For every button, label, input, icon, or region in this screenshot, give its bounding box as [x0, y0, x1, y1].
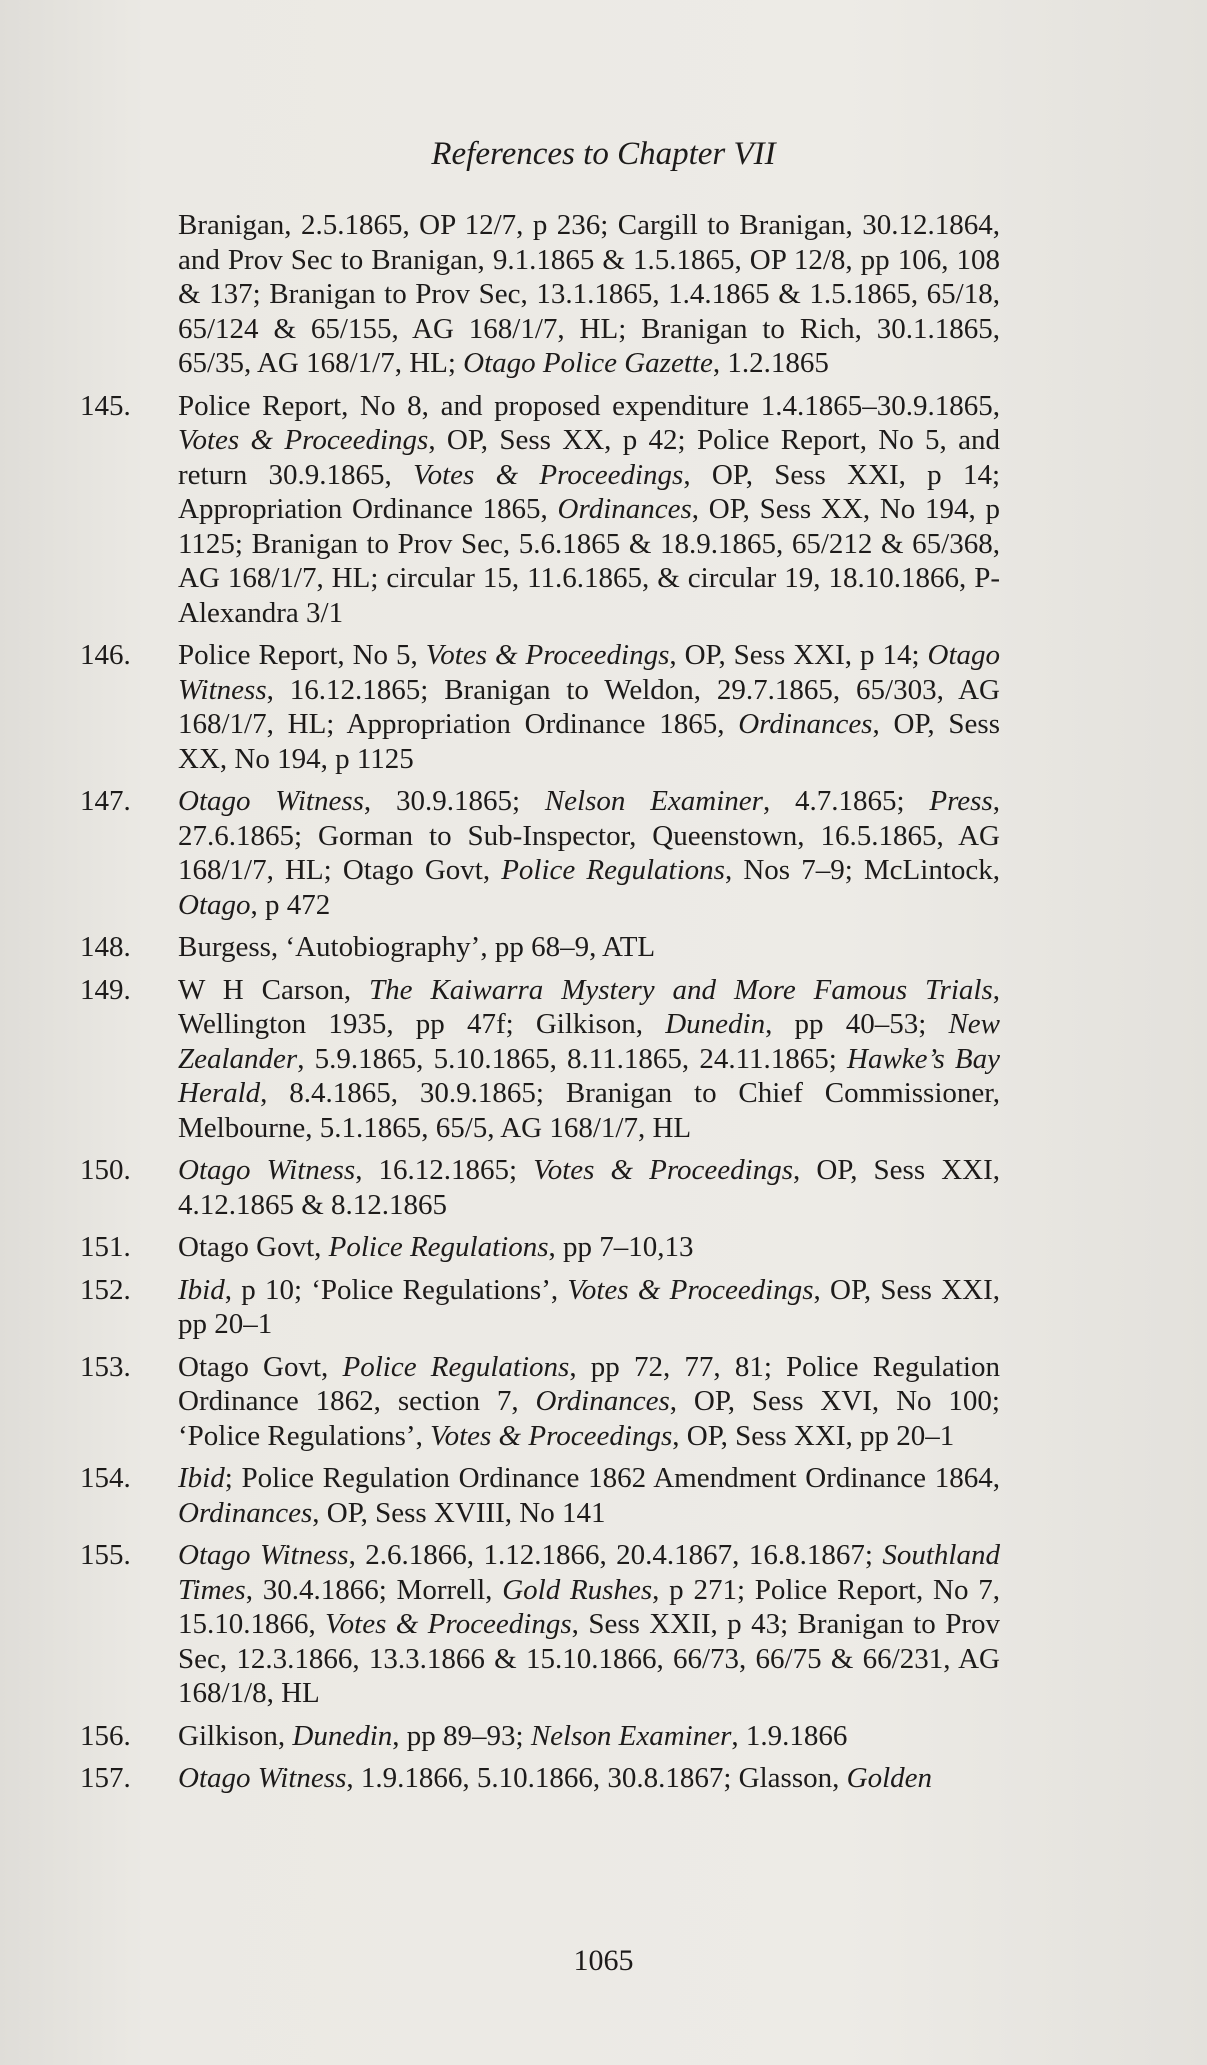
note-text: Otago Govt,: [178, 1350, 343, 1383]
note-body: [178, 1230, 1000, 1265]
note-text: , p 10; ‘Police Regulations’,: [224, 1273, 568, 1306]
note-list: [80, 389, 1000, 1796]
reference-note: [80, 1350, 1000, 1454]
note-text: , OP, Sess XXI, p 14;: [669, 639, 928, 671]
note-text: , 1.9.1866: [731, 1719, 848, 1752]
note-text: Police Report, No 5,: [178, 639, 426, 671]
note-number: 157.: [80, 1762, 131, 1794]
reference-notes: [80, 208, 1000, 1804]
note-number: 153.: [80, 1350, 131, 1383]
note-body: [178, 973, 1000, 1146]
reference-note: [80, 1461, 1000, 1530]
page-number: 1065: [573, 1944, 634, 1977]
italic-title: Votes & Proceedings: [178, 424, 429, 456]
note-text: , OP, Sess XXI, pp 20–1: [672, 1419, 955, 1452]
italic-title: Ordinances: [557, 493, 692, 525]
reference-note: [80, 638, 1000, 776]
note-text: , pp 7–10,13: [548, 1231, 694, 1263]
note-text: , Nos 7–9; McLintock,: [724, 854, 1000, 886]
note-text: , p 472: [250, 888, 331, 921]
note-text: , 2.6.1866, 1.12.1866, 20.4.1867, 16.8.1867;: [348, 1539, 883, 1571]
note-text: , Wellington 1935, pp 47f; Gilkison,: [178, 973, 1000, 1040]
note-text: Branigan, 2.5.1865, OP 12/7, p 236; Cargill to Branigan, 30.12.1864, and Prov Sec to Branigan, 9.1.1865 & 1.5.1865, OP 12/8, pp 106, 108 & 137; Branigan to Prov Sec, 13.1.1865, 1.4.1865 & 1.5.1865, 65/18, 65/124 & 65/155, AG 168/1/7, HL; Branigan to Rich, 30.1.1865, 65/35, AG 168/1/7, HL;: [178, 209, 1000, 379]
note-text: , OP, Sess XXI, pp 20–1: [178, 1273, 1000, 1340]
note-text: ; Police Regulation Ordinance 1862 Amendment Ordinance 1864,: [224, 1462, 1000, 1494]
note-body: [178, 1350, 1000, 1454]
italic-title: Votes & Proceedings: [325, 1608, 572, 1640]
note-text: , OP, Sess XX, p 42; Police Report, No 5, and return 30.9.1865,: [178, 424, 1000, 491]
note-text: , 16.12.1865;: [355, 1154, 534, 1186]
reference-note: [80, 1538, 1000, 1711]
note-text: , 30.9.1865;: [363, 785, 545, 817]
italic-title: Otago Witness: [178, 1762, 347, 1794]
note-number: 145.: [80, 389, 131, 422]
reference-note: [80, 1153, 1000, 1222]
italic-title: Ordinances: [178, 1496, 313, 1529]
note-body: [178, 1273, 1000, 1342]
note-text: Otago Govt,: [178, 1231, 329, 1263]
continued-note: [80, 208, 1000, 381]
reference-note: [80, 784, 1000, 922]
italic-title: Nelson Examiner: [544, 785, 763, 817]
note-text: W H Carson,: [178, 973, 370, 1006]
note-number: 146.: [80, 639, 131, 671]
note-number: 156.: [80, 1719, 131, 1752]
reference-note: [80, 389, 1000, 631]
reference-note: [80, 1230, 1000, 1265]
reference-note: [80, 1761, 1000, 1796]
italic-title: Otago Witness: [178, 1154, 356, 1186]
reference-note: [80, 1719, 1000, 1754]
note-text: Gilkison,: [178, 1719, 293, 1752]
note-number: 154.: [80, 1462, 131, 1494]
italic-title: Press: [929, 785, 993, 817]
note-text: Burgess, ‘Autobiography’, pp 68–9, ATL: [178, 931, 656, 963]
note-text: , pp 89–93;: [392, 1719, 531, 1752]
note-text: Police Report, No 8, and proposed expenditure 1.4.1865–30.9.1865,: [178, 389, 1000, 422]
italic-title: Nelson Examiner: [530, 1719, 732, 1752]
italic-title: Votes & Proceedings: [430, 1419, 673, 1452]
italic-title: Votes & Proceedings: [567, 1273, 814, 1306]
italic-title: Golden: [846, 1762, 932, 1794]
note-number: 151.: [80, 1231, 131, 1263]
note-text: , 8.4.1865, 30.9.1865; Branigan to Chief Commissioner, Melbourne, 5.1.1865, 65/5, AG 168/1/7, HL: [178, 1077, 1000, 1144]
italic-title: Police Regulations: [501, 854, 725, 886]
italic-title: Dunedin: [292, 1719, 393, 1752]
note-number: 148.: [80, 931, 131, 963]
italic-title: Votes & Proceedings: [533, 1154, 794, 1186]
italic-title: Ibid: [178, 1462, 225, 1494]
italic-title: Ordinances: [535, 1385, 670, 1417]
italic-title: Otago Police Gazette: [463, 347, 713, 379]
note-number: 149.: [80, 973, 131, 1006]
italic-title: New Zealander: [178, 1008, 1001, 1075]
note-text: , OP, Sess XX, No 194, p 1125: [178, 708, 1000, 775]
italic-title: Gold Rushes: [502, 1573, 653, 1606]
italic-title: Hawke’s Bay Herald: [178, 1042, 1000, 1109]
note-body: [178, 1719, 1000, 1754]
note-text: , 1.9.1866, 5.10.1866, 30.8.1867; Glasson,: [346, 1762, 847, 1794]
italic-title: Ibid: [178, 1273, 225, 1306]
note-number: 155.: [80, 1539, 131, 1571]
note-text: , OP, Sess XX, No 194, p 1125; Branigan to Prov Sec, 5.6.1865 & 18.9.1865, 65/212 & 65/368, AG 168/1/7, HL; circular 15, 11.6.1865, & circular 19, 18.10.1866, P-Alexandra 3/1: [178, 493, 1000, 629]
italic-title: Otago Witness: [178, 785, 364, 817]
note-text: , OP, Sess XXI, p 14; Appropriation Ordinance 1865,: [178, 458, 1001, 525]
note-text: , OP, Sess XXI, 4.12.1865 & 8.12.1865: [178, 1154, 1000, 1221]
note-text: , OP, Sess XVIII, No 141: [312, 1496, 606, 1529]
note-text: , OP, Sess XVI, No 100; ‘Police Regulations’,: [178, 1385, 1000, 1452]
reference-note: [80, 1273, 1000, 1342]
note-body: [178, 784, 1000, 922]
note-text: , p 271; Police Report, No 7, 15.10.1866,: [178, 1573, 1000, 1640]
italic-title: Votes & Proceedings: [413, 458, 684, 491]
note-body: [178, 1153, 1000, 1222]
italic-title: Police Regulations: [342, 1350, 570, 1383]
note-text: , pp 72, 77, 81; Police Regulation Ordinance 1862, section 7,: [178, 1350, 1000, 1417]
note-text: , 5.9.1865, 5.10.1865, 8.11.1865, 24.11.1865;: [297, 1042, 847, 1075]
note-text: , 30.4.1866; Morrell,: [245, 1573, 503, 1606]
italic-title: Votes & Proceedings: [425, 639, 670, 671]
reference-note: [80, 930, 1000, 965]
italic-title: Otago Witness: [178, 1539, 349, 1571]
italic-title: Southland Times: [178, 1539, 1000, 1606]
note-text: , 16.12.1865; Branigan to Weldon, 29.7.1865, 65/303, AG 168/1/7, HL; Appropriation Ordinance 1865,: [178, 673, 1000, 740]
note-body: [178, 1461, 1000, 1530]
note-body: [178, 1761, 1000, 1796]
italic-title: The Kaiwarra Mystery and More Famous Trials: [369, 973, 993, 1006]
note-text: , 27.6.1865; Gorman to Sub-Inspector, Queenstown, 16.5.1865, AG 168/1/7, HL; Otago Govt,: [178, 785, 1000, 886]
reference-note: [80, 973, 1000, 1146]
running-head: References to Chapter VII: [431, 136, 776, 172]
note-body: [178, 1538, 1000, 1711]
italic-title: Otago: [178, 888, 251, 921]
note-body: [178, 389, 1000, 631]
note-text: , 4.7.1865;: [762, 785, 930, 817]
note-number: 147.: [80, 785, 131, 817]
italic-title: Otago Witness: [178, 639, 1001, 706]
note-body: [178, 930, 1000, 965]
italic-title: Dunedin: [665, 1008, 766, 1040]
italic-title: Police Regulations: [328, 1231, 549, 1263]
note-text: , 1.2.1865: [712, 347, 829, 379]
note-body: [178, 638, 1000, 776]
note-number: 150.: [80, 1154, 131, 1186]
note-text: , Sess XXII, p 43; Branigan to Prov Sec, 12.3.1866, 13.3.1866 & 15.10.1866, 66/73, 66/75 & 66/231, AG 168/1/8, HL: [178, 1608, 1001, 1709]
italic-title: Ordinances: [738, 708, 873, 740]
note-number: 152.: [80, 1273, 131, 1306]
note-text: , pp 40–53;: [765, 1008, 949, 1040]
